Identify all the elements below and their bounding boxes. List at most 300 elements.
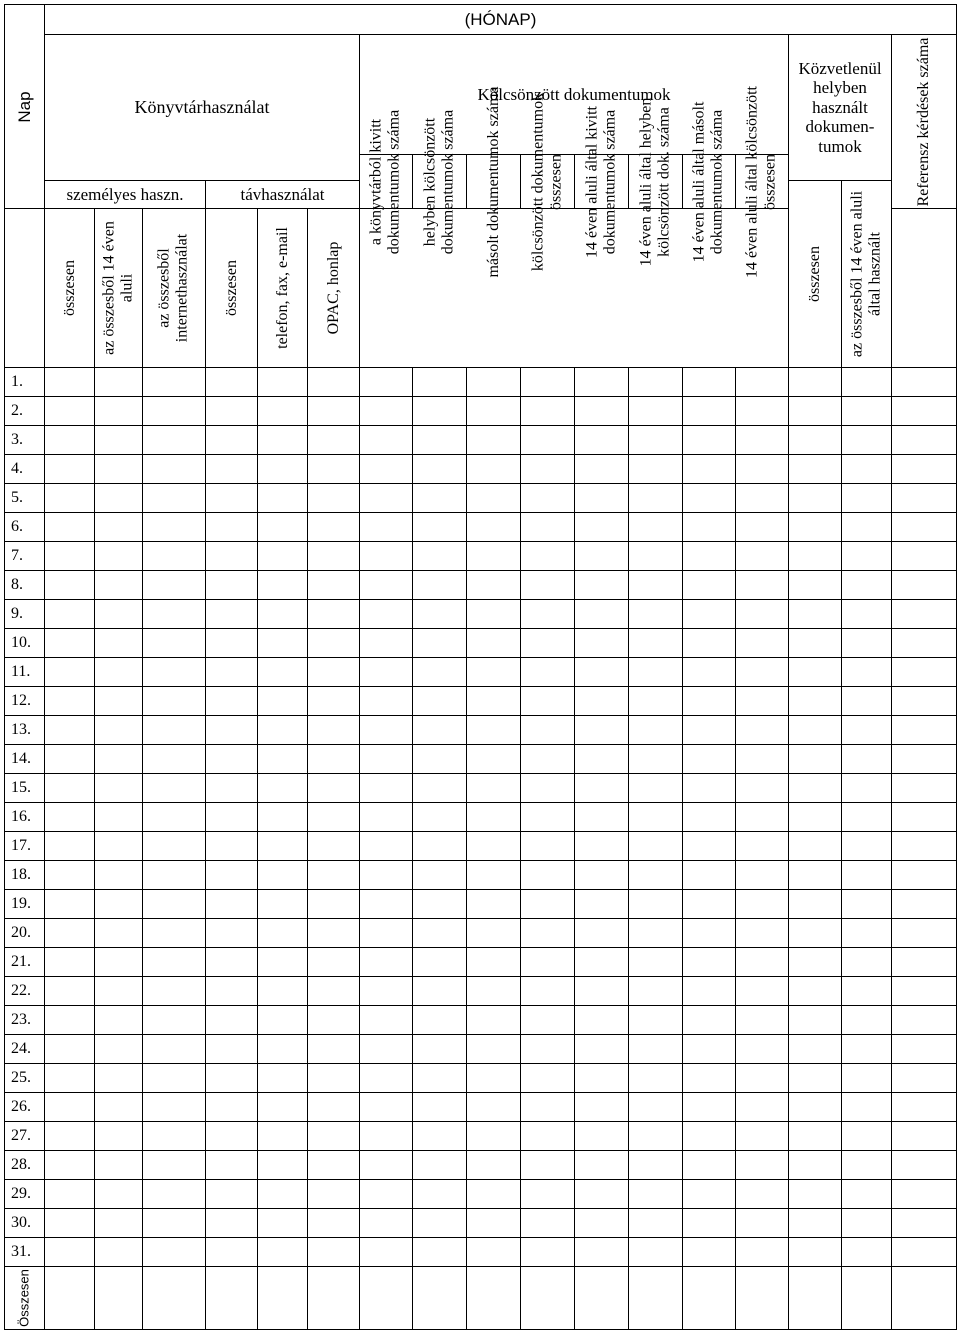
entry-cell[interactable] xyxy=(467,513,521,542)
entry-cell[interactable] xyxy=(360,1151,413,1180)
entry-cell[interactable] xyxy=(789,542,842,571)
entry-cell[interactable] xyxy=(258,716,308,745)
entry-cell[interactable] xyxy=(143,1151,206,1180)
entry-cell[interactable] xyxy=(736,542,789,571)
entry-cell[interactable] xyxy=(308,1006,360,1035)
entry-cell[interactable] xyxy=(360,774,413,803)
entry-cell[interactable] xyxy=(95,716,143,745)
entry-cell[interactable] xyxy=(95,1151,143,1180)
entry-cell[interactable] xyxy=(258,629,308,658)
entry-cell[interactable] xyxy=(892,1093,957,1122)
entry-cell[interactable] xyxy=(467,1006,521,1035)
entry-cell[interactable] xyxy=(629,1035,683,1064)
entry-cell[interactable] xyxy=(95,1035,143,1064)
entry-cell[interactable] xyxy=(629,803,683,832)
entry-cell[interactable] xyxy=(789,977,842,1006)
entry-cell[interactable] xyxy=(360,716,413,745)
entry-cell[interactable] xyxy=(467,948,521,977)
entry-cell[interactable] xyxy=(308,1093,360,1122)
entry-cell[interactable] xyxy=(467,716,521,745)
entry-cell[interactable] xyxy=(683,484,736,513)
entry-cell[interactable] xyxy=(258,1035,308,1064)
entry-cell[interactable] xyxy=(629,426,683,455)
entry-cell[interactable] xyxy=(683,803,736,832)
entry-cell[interactable] xyxy=(736,629,789,658)
entry-cell[interactable] xyxy=(143,455,206,484)
entry-cell[interactable] xyxy=(95,948,143,977)
entry-cell[interactable] xyxy=(892,1151,957,1180)
entry-cell[interactable] xyxy=(575,948,629,977)
entry-cell[interactable] xyxy=(521,1035,575,1064)
entry-cell[interactable] xyxy=(521,1180,575,1209)
entry-cell[interactable] xyxy=(683,571,736,600)
entry-cell[interactable] xyxy=(575,745,629,774)
entry-cell[interactable] xyxy=(736,716,789,745)
entry-cell[interactable] xyxy=(45,455,95,484)
entry-cell[interactable] xyxy=(95,571,143,600)
entry-cell[interactable] xyxy=(467,397,521,426)
entry-cell[interactable] xyxy=(206,687,258,716)
entry-cell[interactable] xyxy=(143,1093,206,1122)
entry-cell[interactable] xyxy=(308,542,360,571)
total-cell[interactable] xyxy=(360,1267,413,1330)
entry-cell[interactable] xyxy=(258,513,308,542)
entry-cell[interactable] xyxy=(206,484,258,513)
entry-cell[interactable] xyxy=(143,774,206,803)
entry-cell[interactable] xyxy=(521,1122,575,1151)
entry-cell[interactable] xyxy=(413,1122,467,1151)
entry-cell[interactable] xyxy=(629,368,683,397)
entry-cell[interactable] xyxy=(308,977,360,1006)
entry-cell[interactable] xyxy=(842,397,892,426)
entry-cell[interactable] xyxy=(683,658,736,687)
entry-cell[interactable] xyxy=(629,687,683,716)
entry-cell[interactable] xyxy=(45,658,95,687)
entry-cell[interactable] xyxy=(206,1238,258,1267)
entry-cell[interactable] xyxy=(45,571,95,600)
entry-cell[interactable] xyxy=(842,861,892,890)
entry-cell[interactable] xyxy=(143,716,206,745)
entry-cell[interactable] xyxy=(467,426,521,455)
entry-cell[interactable] xyxy=(413,716,467,745)
entry-cell[interactable] xyxy=(45,426,95,455)
entry-cell[interactable] xyxy=(413,513,467,542)
entry-cell[interactable] xyxy=(789,455,842,484)
entry-cell[interactable] xyxy=(736,687,789,716)
entry-cell[interactable] xyxy=(842,890,892,919)
entry-cell[interactable] xyxy=(842,1093,892,1122)
entry-cell[interactable] xyxy=(892,774,957,803)
entry-cell[interactable] xyxy=(842,832,892,861)
entry-cell[interactable] xyxy=(95,513,143,542)
entry-cell[interactable] xyxy=(842,455,892,484)
entry-cell[interactable] xyxy=(206,571,258,600)
entry-cell[interactable] xyxy=(842,774,892,803)
entry-cell[interactable] xyxy=(789,629,842,658)
entry-cell[interactable] xyxy=(892,687,957,716)
entry-cell[interactable] xyxy=(95,1209,143,1238)
entry-cell[interactable] xyxy=(360,397,413,426)
entry-cell[interactable] xyxy=(413,832,467,861)
entry-cell[interactable] xyxy=(575,774,629,803)
entry-cell[interactable] xyxy=(842,542,892,571)
entry-cell[interactable] xyxy=(842,426,892,455)
entry-cell[interactable] xyxy=(736,1209,789,1238)
entry-cell[interactable] xyxy=(842,658,892,687)
entry-cell[interactable] xyxy=(629,977,683,1006)
entry-cell[interactable] xyxy=(308,600,360,629)
entry-cell[interactable] xyxy=(789,948,842,977)
entry-cell[interactable] xyxy=(683,948,736,977)
entry-cell[interactable] xyxy=(467,1122,521,1151)
entry-cell[interactable] xyxy=(575,716,629,745)
entry-cell[interactable] xyxy=(629,1151,683,1180)
entry-cell[interactable] xyxy=(683,977,736,1006)
entry-cell[interactable] xyxy=(521,658,575,687)
entry-cell[interactable] xyxy=(206,890,258,919)
entry-cell[interactable] xyxy=(95,977,143,1006)
entry-cell[interactable] xyxy=(521,919,575,948)
entry-cell[interactable] xyxy=(575,1035,629,1064)
entry-cell[interactable] xyxy=(467,832,521,861)
entry-cell[interactable] xyxy=(206,1209,258,1238)
entry-cell[interactable] xyxy=(45,368,95,397)
entry-cell[interactable] xyxy=(467,1064,521,1093)
entry-cell[interactable] xyxy=(206,1122,258,1151)
entry-cell[interactable] xyxy=(789,803,842,832)
entry-cell[interactable] xyxy=(206,542,258,571)
entry-cell[interactable] xyxy=(789,745,842,774)
entry-cell[interactable] xyxy=(45,484,95,513)
entry-cell[interactable] xyxy=(413,948,467,977)
entry-cell[interactable] xyxy=(95,803,143,832)
entry-cell[interactable] xyxy=(575,977,629,1006)
entry-cell[interactable] xyxy=(467,1180,521,1209)
entry-cell[interactable] xyxy=(467,774,521,803)
entry-cell[interactable] xyxy=(736,658,789,687)
entry-cell[interactable] xyxy=(629,1093,683,1122)
entry-cell[interactable] xyxy=(308,803,360,832)
entry-cell[interactable] xyxy=(521,571,575,600)
entry-cell[interactable] xyxy=(206,1064,258,1093)
entry-cell[interactable] xyxy=(789,513,842,542)
entry-cell[interactable] xyxy=(629,629,683,658)
entry-cell[interactable] xyxy=(360,687,413,716)
entry-cell[interactable] xyxy=(143,629,206,658)
entry-cell[interactable] xyxy=(45,1122,95,1151)
entry-cell[interactable] xyxy=(842,484,892,513)
entry-cell[interactable] xyxy=(521,832,575,861)
entry-cell[interactable] xyxy=(45,1209,95,1238)
entry-cell[interactable] xyxy=(95,1122,143,1151)
total-cell[interactable] xyxy=(683,1267,736,1330)
entry-cell[interactable] xyxy=(892,803,957,832)
entry-cell[interactable] xyxy=(143,368,206,397)
entry-cell[interactable] xyxy=(308,1122,360,1151)
total-cell[interactable] xyxy=(206,1267,258,1330)
entry-cell[interactable] xyxy=(521,1064,575,1093)
entry-cell[interactable] xyxy=(629,1209,683,1238)
entry-cell[interactable] xyxy=(683,1093,736,1122)
entry-cell[interactable] xyxy=(683,600,736,629)
entry-cell[interactable] xyxy=(308,1151,360,1180)
entry-cell[interactable] xyxy=(143,919,206,948)
entry-cell[interactable] xyxy=(629,455,683,484)
total-cell[interactable] xyxy=(892,1267,957,1330)
entry-cell[interactable] xyxy=(45,890,95,919)
entry-cell[interactable] xyxy=(206,774,258,803)
entry-cell[interactable] xyxy=(736,600,789,629)
entry-cell[interactable] xyxy=(683,1035,736,1064)
entry-cell[interactable] xyxy=(258,426,308,455)
entry-cell[interactable] xyxy=(683,919,736,948)
entry-cell[interactable] xyxy=(360,977,413,1006)
entry-cell[interactable] xyxy=(683,368,736,397)
entry-cell[interactable] xyxy=(258,745,308,774)
entry-cell[interactable] xyxy=(308,513,360,542)
entry-cell[interactable] xyxy=(206,629,258,658)
entry-cell[interactable] xyxy=(143,890,206,919)
entry-cell[interactable] xyxy=(360,484,413,513)
entry-cell[interactable] xyxy=(789,600,842,629)
entry-cell[interactable] xyxy=(258,658,308,687)
entry-cell[interactable] xyxy=(683,861,736,890)
entry-cell[interactable] xyxy=(842,1122,892,1151)
entry-cell[interactable] xyxy=(143,948,206,977)
entry-cell[interactable] xyxy=(467,687,521,716)
entry-cell[interactable] xyxy=(413,1064,467,1093)
entry-cell[interactable] xyxy=(736,1093,789,1122)
entry-cell[interactable] xyxy=(521,426,575,455)
entry-cell[interactable] xyxy=(206,1151,258,1180)
entry-cell[interactable] xyxy=(413,542,467,571)
entry-cell[interactable] xyxy=(360,542,413,571)
entry-cell[interactable] xyxy=(467,455,521,484)
entry-cell[interactable] xyxy=(575,1209,629,1238)
entry-cell[interactable] xyxy=(143,484,206,513)
entry-cell[interactable] xyxy=(736,890,789,919)
entry-cell[interactable] xyxy=(629,658,683,687)
entry-cell[interactable] xyxy=(258,1209,308,1238)
entry-cell[interactable] xyxy=(521,368,575,397)
entry-cell[interactable] xyxy=(575,455,629,484)
entry-cell[interactable] xyxy=(360,832,413,861)
entry-cell[interactable] xyxy=(575,919,629,948)
entry-cell[interactable] xyxy=(206,455,258,484)
entry-cell[interactable] xyxy=(736,368,789,397)
entry-cell[interactable] xyxy=(258,919,308,948)
entry-cell[interactable] xyxy=(308,571,360,600)
entry-cell[interactable] xyxy=(736,426,789,455)
entry-cell[interactable] xyxy=(789,658,842,687)
entry-cell[interactable] xyxy=(629,890,683,919)
entry-cell[interactable] xyxy=(143,745,206,774)
entry-cell[interactable] xyxy=(736,919,789,948)
entry-cell[interactable] xyxy=(143,542,206,571)
entry-cell[interactable] xyxy=(575,1151,629,1180)
entry-cell[interactable] xyxy=(467,803,521,832)
entry-cell[interactable] xyxy=(360,1238,413,1267)
entry-cell[interactable] xyxy=(842,368,892,397)
entry-cell[interactable] xyxy=(413,774,467,803)
entry-cell[interactable] xyxy=(95,455,143,484)
entry-cell[interactable] xyxy=(789,426,842,455)
entry-cell[interactable] xyxy=(45,716,95,745)
entry-cell[interactable] xyxy=(736,1006,789,1035)
entry-cell[interactable] xyxy=(95,629,143,658)
entry-cell[interactable] xyxy=(206,803,258,832)
entry-cell[interactable] xyxy=(575,861,629,890)
entry-cell[interactable] xyxy=(143,571,206,600)
total-cell[interactable] xyxy=(308,1267,360,1330)
entry-cell[interactable] xyxy=(575,600,629,629)
entry-cell[interactable] xyxy=(892,977,957,1006)
entry-cell[interactable] xyxy=(521,600,575,629)
entry-cell[interactable] xyxy=(258,687,308,716)
entry-cell[interactable] xyxy=(45,919,95,948)
entry-cell[interactable] xyxy=(842,629,892,658)
entry-cell[interactable] xyxy=(683,774,736,803)
entry-cell[interactable] xyxy=(467,1238,521,1267)
entry-cell[interactable] xyxy=(308,1064,360,1093)
entry-cell[interactable] xyxy=(521,1093,575,1122)
entry-cell[interactable] xyxy=(575,832,629,861)
entry-cell[interactable] xyxy=(892,1122,957,1151)
entry-cell[interactable] xyxy=(736,745,789,774)
total-cell[interactable] xyxy=(521,1267,575,1330)
entry-cell[interactable] xyxy=(258,542,308,571)
entry-cell[interactable] xyxy=(308,687,360,716)
entry-cell[interactable] xyxy=(413,368,467,397)
entry-cell[interactable] xyxy=(95,890,143,919)
entry-cell[interactable] xyxy=(467,1093,521,1122)
entry-cell[interactable] xyxy=(95,832,143,861)
entry-cell[interactable] xyxy=(467,977,521,1006)
entry-cell[interactable] xyxy=(789,1180,842,1209)
entry-cell[interactable] xyxy=(683,1122,736,1151)
entry-cell[interactable] xyxy=(206,426,258,455)
entry-cell[interactable] xyxy=(95,542,143,571)
entry-cell[interactable] xyxy=(789,774,842,803)
entry-cell[interactable] xyxy=(842,1151,892,1180)
entry-cell[interactable] xyxy=(892,716,957,745)
entry-cell[interactable] xyxy=(521,1238,575,1267)
entry-cell[interactable] xyxy=(206,977,258,1006)
entry-cell[interactable] xyxy=(95,1180,143,1209)
entry-cell[interactable] xyxy=(575,1006,629,1035)
entry-cell[interactable] xyxy=(892,484,957,513)
entry-cell[interactable] xyxy=(521,716,575,745)
entry-cell[interactable] xyxy=(629,571,683,600)
entry-cell[interactable] xyxy=(95,1006,143,1035)
entry-cell[interactable] xyxy=(45,542,95,571)
entry-cell[interactable] xyxy=(892,368,957,397)
entry-cell[interactable] xyxy=(308,1180,360,1209)
entry-cell[interactable] xyxy=(575,1064,629,1093)
entry-cell[interactable] xyxy=(842,1238,892,1267)
entry-cell[interactable] xyxy=(789,716,842,745)
entry-cell[interactable] xyxy=(736,948,789,977)
entry-cell[interactable] xyxy=(629,861,683,890)
entry-cell[interactable] xyxy=(736,484,789,513)
entry-cell[interactable] xyxy=(413,629,467,658)
entry-cell[interactable] xyxy=(45,832,95,861)
entry-cell[interactable] xyxy=(308,832,360,861)
entry-cell[interactable] xyxy=(413,803,467,832)
entry-cell[interactable] xyxy=(413,571,467,600)
entry-cell[interactable] xyxy=(736,832,789,861)
entry-cell[interactable] xyxy=(258,948,308,977)
entry-cell[interactable] xyxy=(892,832,957,861)
entry-cell[interactable] xyxy=(736,1035,789,1064)
entry-cell[interactable] xyxy=(683,890,736,919)
entry-cell[interactable] xyxy=(467,890,521,919)
total-cell[interactable] xyxy=(413,1267,467,1330)
entry-cell[interactable] xyxy=(683,745,736,774)
entry-cell[interactable] xyxy=(629,1180,683,1209)
entry-cell[interactable] xyxy=(736,1238,789,1267)
entry-cell[interactable] xyxy=(308,716,360,745)
entry-cell[interactable] xyxy=(413,1209,467,1238)
entry-cell[interactable] xyxy=(308,397,360,426)
entry-cell[interactable] xyxy=(308,890,360,919)
entry-cell[interactable] xyxy=(521,861,575,890)
entry-cell[interactable] xyxy=(308,919,360,948)
entry-cell[interactable] xyxy=(842,745,892,774)
entry-cell[interactable] xyxy=(467,861,521,890)
entry-cell[interactable] xyxy=(575,1180,629,1209)
entry-cell[interactable] xyxy=(258,1122,308,1151)
entry-cell[interactable] xyxy=(360,513,413,542)
entry-cell[interactable] xyxy=(842,919,892,948)
entry-cell[interactable] xyxy=(143,687,206,716)
entry-cell[interactable] xyxy=(206,1006,258,1035)
entry-cell[interactable] xyxy=(736,803,789,832)
entry-cell[interactable] xyxy=(95,745,143,774)
entry-cell[interactable] xyxy=(521,1209,575,1238)
entry-cell[interactable] xyxy=(45,1238,95,1267)
entry-cell[interactable] xyxy=(467,484,521,513)
entry-cell[interactable] xyxy=(789,861,842,890)
entry-cell[interactable] xyxy=(413,861,467,890)
entry-cell[interactable] xyxy=(467,600,521,629)
entry-cell[interactable] xyxy=(789,1209,842,1238)
entry-cell[interactable] xyxy=(629,948,683,977)
entry-cell[interactable] xyxy=(892,890,957,919)
entry-cell[interactable] xyxy=(521,397,575,426)
total-cell[interactable] xyxy=(842,1267,892,1330)
entry-cell[interactable] xyxy=(521,977,575,1006)
entry-cell[interactable] xyxy=(575,890,629,919)
entry-cell[interactable] xyxy=(892,1180,957,1209)
entry-cell[interactable] xyxy=(258,832,308,861)
entry-cell[interactable] xyxy=(575,513,629,542)
entry-cell[interactable] xyxy=(143,1035,206,1064)
entry-cell[interactable] xyxy=(521,687,575,716)
entry-cell[interactable] xyxy=(258,484,308,513)
entry-cell[interactable] xyxy=(143,803,206,832)
entry-cell[interactable] xyxy=(258,1238,308,1267)
entry-cell[interactable] xyxy=(360,1180,413,1209)
entry-cell[interactable] xyxy=(789,890,842,919)
entry-cell[interactable] xyxy=(258,1093,308,1122)
entry-cell[interactable] xyxy=(258,397,308,426)
entry-cell[interactable] xyxy=(789,1006,842,1035)
entry-cell[interactable] xyxy=(521,948,575,977)
entry-cell[interactable] xyxy=(413,484,467,513)
entry-cell[interactable] xyxy=(45,745,95,774)
entry-cell[interactable] xyxy=(683,397,736,426)
